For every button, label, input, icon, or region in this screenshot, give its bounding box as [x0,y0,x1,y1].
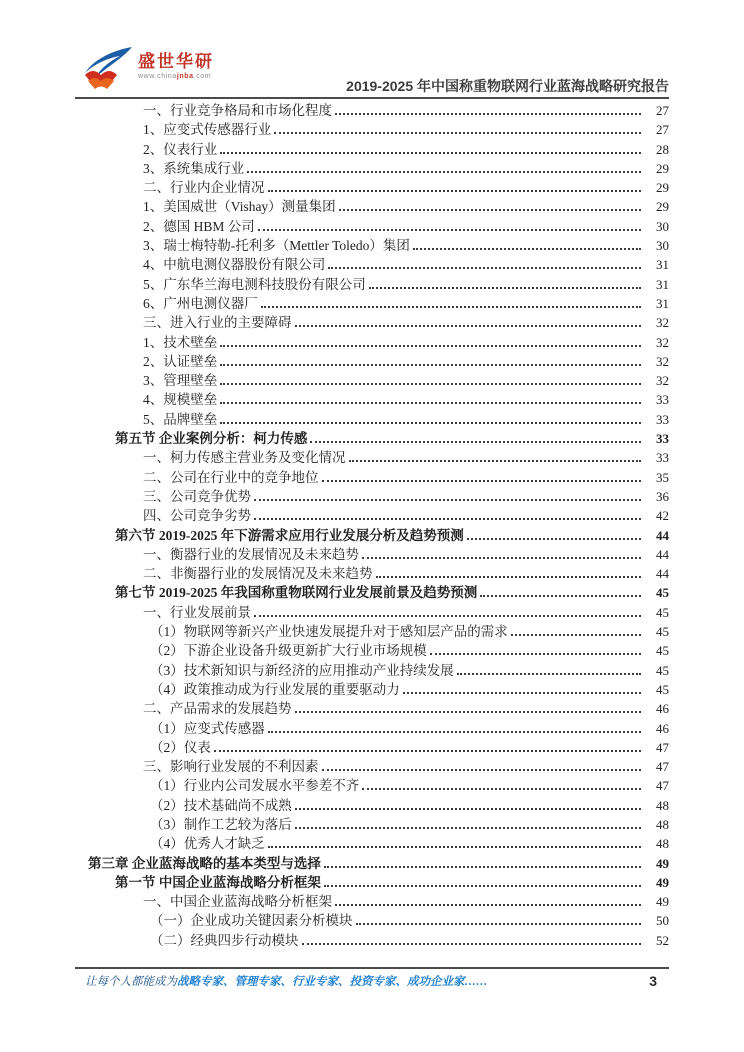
toc-leader-dots [258,229,641,231]
page-number: 3 [649,973,657,989]
toc-entry-label: （1）应变式传感器 [150,720,265,736]
toc-entry-page: 44 [656,546,669,562]
brand-site-suffix: .com [193,72,212,80]
page-header [75,44,669,97]
toc-entry-label: 1、技术壁垒 [143,334,218,350]
toc-leader-dots [247,171,641,173]
toc-entry[interactable] [75,313,669,332]
toc-entry[interactable] [75,275,669,294]
toc-leader-dots [254,499,641,501]
toc-leader-dots [339,209,641,211]
toc-entry-label: 第六节 2019-2025 年下游需求应用行业发展分析及趋势预测 [115,527,464,543]
footer-tagline [75,973,488,989]
toc-entry[interactable] [75,931,669,950]
toc-leader-dots [274,132,641,134]
toc-entry-label: 第一节 中国企业蓝海战略分析框架 [115,874,321,890]
toc-entry-page: 29 [656,199,669,215]
toc-entry-label: 2、仪表行业 [143,141,218,157]
report-title: 2019-2025 年中国称重物联网行业蓝海战略研究报告 [346,78,669,94]
toc-leader-dots [220,152,641,154]
toc-entry-label: 四、公司竞争劣势 [143,508,251,524]
toc-leader-dots [457,673,641,675]
toc-entry[interactable] [75,834,669,853]
page-footer [75,973,669,989]
toc-leader-dots [467,538,641,540]
toc-entry[interactable] [75,661,669,680]
toc-entry[interactable] [75,892,669,911]
toc-leader-dots [261,306,641,308]
toc-entry-page: 33 [656,450,669,466]
toc-entry[interactable] [75,526,669,545]
toc-leader-dots [295,808,641,810]
toc-entry-page: 30 [656,238,669,254]
toc-leader-dots [295,827,641,829]
toc-entry-page: 28 [656,141,669,157]
toc-entry[interactable] [75,641,669,660]
toc-entry-page: 42 [656,508,669,524]
toc-entry[interactable] [75,178,669,197]
toc-entry[interactable] [75,583,669,602]
toc-entry-page: 27 [656,103,669,118]
toc-entry-page: 33 [656,431,669,447]
toc-leader-dots [220,402,641,404]
toc-entry-label: 5、品牌壁垒 [143,411,218,427]
toc-entry[interactable] [75,815,669,834]
toc-entry-label: 一、行业竞争格局和市场化程度 [143,103,332,118]
toc-entry[interactable] [75,390,669,409]
toc-entry[interactable] [75,371,669,390]
toc-leader-dots [349,460,642,462]
toc-leader-dots [220,345,641,347]
toc-entry-label: 三、公司竞争优势 [143,488,251,504]
table-of-contents [75,101,669,950]
toc-leader-dots [268,846,641,848]
toc-entry[interactable] [75,294,669,313]
toc-entry-page: 32 [656,373,669,389]
tagline-prefix: 让每个人都能成为 [85,976,177,988]
toc-entry[interactable] [75,333,669,352]
footer-divider [75,967,669,969]
toc-entry-label: 第七节 2019-2025 年我国称重物联网行业发展前景及趋势预测 [115,585,478,601]
toc-entry-page: 45 [656,643,669,659]
toc-leader-dots [335,904,641,906]
toc-leader-dots [362,557,641,559]
toc-leader-dots [322,480,642,482]
toc-leader-dots [511,634,641,636]
toc-entry[interactable] [75,873,669,892]
toc-leader-dots [324,866,641,868]
toc-entry-label: （4）优秀人才缺乏 [150,836,265,852]
toc-entry[interactable] [75,120,669,139]
toc-entry-page: 31 [656,257,669,273]
toc-leader-dots [268,190,642,192]
toc-entry-label: （二）经典四步行动模块 [150,932,299,948]
toc-entry-page: 49 [656,894,669,910]
toc-entry[interactable] [75,255,669,274]
toc-entry-label: （3）技术新知识与新经济的应用推动产业持续发展 [150,662,454,678]
toc-entry[interactable] [75,236,669,255]
toc-entry[interactable] [75,719,669,738]
toc-leader-dots [220,364,641,366]
toc-entry-label: （1）行业内公司发展水平参差不齐 [150,778,360,794]
toc-entry-label: 4、规模壁垒 [143,392,218,408]
toc-entry-page: 31 [656,295,669,311]
toc-entry-page: 48 [656,836,669,852]
toc-entry-label: 一、行业发展前景 [143,604,251,620]
toc-entry-page: 47 [656,759,669,775]
toc-entry-label: 2、德国 HBM 公司 [143,218,255,234]
toc-entry-page: 47 [656,739,669,755]
toc-entry-page: 29 [656,180,669,196]
toc-entry[interactable] [75,564,669,583]
toc-entry-page: 32 [656,334,669,350]
toc-entry-page: 32 [656,353,669,369]
toc-entry-label: 4、中航电测仪器股份有限公司 [143,257,326,273]
toc-entry-label: 1、应变式传感器行业 [143,122,272,138]
toc-leader-dots [335,113,641,115]
toc-entry-label: 三、进入行业的主要障碍 [143,315,292,331]
toc-leader-dots [328,267,641,269]
toc-entry[interactable] [75,738,669,757]
toc-leader-dots [413,248,641,250]
toc-entry-page: 45 [656,624,669,640]
toc-entry[interactable] [75,197,669,216]
toc-entry-page: 33 [656,411,669,427]
toc-leader-dots [302,943,642,945]
toc-leader-dots [376,576,642,578]
toc-leader-dots [430,653,641,655]
toc-entry-page: 45 [656,604,669,620]
toc-entry-label: （4）政策推动成为行业发展的重要驱动力 [150,681,400,697]
toc-entry-page: 31 [656,276,669,292]
toc-entry-page: 47 [656,778,669,794]
toc-entry-label: （1）物联网等新兴产业快速发展提升对于感知层产品的需求 [150,624,508,640]
toc-entry[interactable] [75,468,669,487]
toc-leader-dots [480,595,641,597]
brand-website [138,73,214,80]
toc-entry[interactable] [75,506,669,525]
toc-entry[interactable] [75,352,669,371]
toc-entry-label: 5、广东华兰海电测科技股份有限公司 [143,276,366,292]
toc-leader-dots [369,287,641,289]
toc-entry[interactable] [75,622,669,641]
toc-entry-label: （一）企业成功关键因素分析模块 [150,913,353,929]
toc-entry-label: 一、中国企业蓝海战略分析框架 [143,894,332,910]
toc-entry-label: （2）技术基础尚不成熟 [150,797,292,813]
toc-entry-page: 36 [656,488,669,504]
toc-leader-dots [322,769,642,771]
toc-entry-page: 44 [656,566,669,582]
toc-entry[interactable] [75,699,669,718]
toc-entry[interactable] [75,159,669,178]
toc-entry-page: 50 [656,913,669,929]
toc-leader-dots [310,441,641,443]
toc-entry-label: 二、产品需求的发展趋势 [143,701,292,717]
toc-leader-dots [324,885,641,887]
toc-entry-page: 45 [656,681,669,697]
toc-entry-page: 44 [656,527,669,543]
toc-entry[interactable] [75,796,669,815]
toc-entry[interactable] [75,429,669,448]
toc-entry-label: 1、美国威世（Vishay）测量集团 [143,199,336,215]
toc-leader-dots [356,923,642,925]
toc-entry-page: 33 [656,392,669,408]
brand-site-prefix: www.china [138,72,177,80]
toc-entry[interactable] [75,410,669,429]
toc-leader-dots [362,788,641,790]
brand-site-mid: jnba [176,72,194,80]
toc-entry-label: 三、影响行业发展的不利因素 [143,759,319,775]
toc-leader-dots [268,731,641,733]
toc-entry-label: 一、柯力传感主营业务及变化情况 [143,450,346,466]
toc-entry-label: （2）下游企业设备升级更新扩大行业市场规模 [150,643,427,659]
toc-leader-dots [254,615,641,617]
toc-entry[interactable] [75,757,669,776]
toc-entry-label: 二、公司在行业中的竞争地位 [143,469,319,485]
toc-entry[interactable] [75,217,669,236]
toc-entry-page: 49 [656,874,669,890]
toc-entry-page: 46 [656,701,669,717]
toc-entry-label: 二、非衡器行业的发展情况及未来趋势 [143,566,373,582]
toc-entry-page: 35 [656,469,669,485]
toc-entry-page: 45 [656,585,669,601]
toc-entry-label: 第五节 企业案例分析：柯力传感 [115,431,308,447]
brand-logo-icon [81,46,133,92]
toc-entry-page: 27 [656,122,669,138]
toc-entry-page: 49 [656,855,669,871]
toc-leader-dots [220,422,641,424]
toc-entry-label: 二、行业内企业情况 [143,180,265,196]
toc-entry-page: 30 [656,218,669,234]
tagline-emphasis: 战略专家、管理专家、行业专家、投资专家、成功企业家…… [177,976,488,988]
brand-logo [81,46,214,92]
toc-entry[interactable] [75,448,669,467]
toc-entry-label: 3、瑞士梅特勒-托利多（Mettler Toledo）集团 [143,238,410,254]
brand-logo-text [138,53,214,80]
toc-leader-dots [220,383,641,385]
toc-leader-dots [214,750,641,752]
toc-entry-label: 3、管理壁垒 [143,373,218,389]
toc-entry-label: （3）制作工艺较为落后 [150,816,292,832]
brand-name: 盛世华研 [138,52,214,71]
toc-entry-label: 第三章 企业蓝海战略的基本类型与选择 [88,855,321,871]
toc-entry-label: 6、广州电测仪器厂 [143,295,258,311]
toc-leader-dots [295,325,642,327]
toc-entry-page: 46 [656,720,669,736]
toc-entry-label: 3、系统集成行业 [143,160,245,176]
toc-leader-dots [295,711,642,713]
toc-leader-dots [254,518,641,520]
toc-entry-label: 2、认证壁垒 [143,353,218,369]
toc-entry[interactable] [75,603,669,622]
toc-entry-page: 45 [656,662,669,678]
toc-entry-page: 29 [656,160,669,176]
toc-entry[interactable] [75,545,669,564]
toc-entry[interactable] [75,680,669,699]
toc-leader-dots [403,692,641,694]
toc-entry-label: （2）仪表 [150,739,211,755]
toc-entry[interactable] [75,487,669,506]
toc-entry[interactable] [75,854,669,873]
toc-entry-page: 48 [656,797,669,813]
toc-entry[interactable] [75,101,669,120]
toc-entry[interactable] [75,140,669,159]
toc-entry-page: 32 [656,315,669,331]
toc-entry-page: 48 [656,816,669,832]
toc-entry[interactable] [75,776,669,795]
toc-entry-label: 一、衡器行业的发展情况及未来趋势 [143,546,359,562]
header-divider [75,97,669,99]
toc-entry[interactable] [75,911,669,930]
toc-entry-page: 52 [656,932,669,948]
